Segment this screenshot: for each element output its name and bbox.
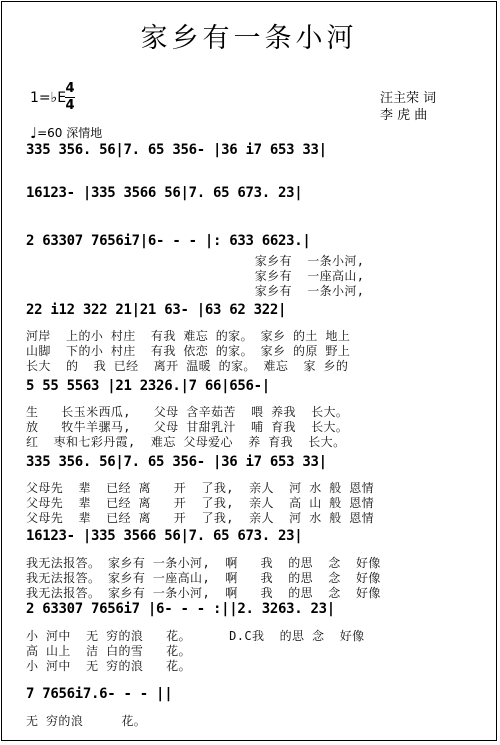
quarter-note-icon: ♩ [30, 124, 38, 142]
lyric-line: 山脚 下的小 村庄 有我 依恋 的家。 家乡 的原 野上 [26, 344, 351, 358]
key-signature: 1=♭E [30, 90, 67, 106]
tempo-marking [30, 124, 102, 142]
lyric-line: 父母先 辈 已经 离 开 了我, 亲人 高 山 般 恩情 [26, 496, 375, 510]
notation-line: 2 63307 7656i7 |6- - - :||2. 3263. 23| [26, 601, 335, 617]
tempo-value: =60 [37, 126, 63, 140]
lyricist-credit: 汪主荣 词 [380, 91, 437, 106]
notation-line: 16123- |335 3566 56|7. 65 673. 23| [26, 528, 303, 544]
lyric-line: 红 枣和七彩丹霞, 难忘 父母爱心 养 育我 长大。 [26, 435, 346, 449]
notation-line: 2 63307 7656i7|6- - - |: 633 6623.| [26, 233, 311, 249]
lyric-line: 家乡有 一条小河, [26, 284, 365, 298]
lyric-line: 长大 的 我 已经 离开 温暖 的家。 难忘 家 乡的 [26, 359, 349, 373]
notation-line: 335 356. 56|7. 65 356- |36 i7 653 33| [26, 454, 327, 470]
notation-line: 22 i12 322 21|21 63- |63 62 322| [26, 302, 287, 318]
lyric-line: 我无法报答。 家乡有 一条小河, 啊 我 的思 念 好像 [26, 586, 381, 600]
composer-credit: 李 虎 曲 [380, 108, 428, 123]
lyric-line: 我无法报答。 家乡有 一座高山, 啊 我 的思 念 好像 [26, 571, 381, 585]
lyric-line: 无 穷的浪 花。 [26, 714, 147, 728]
notation-line: 16123- |335 3566 56|7. 65 673. 23| [26, 185, 303, 201]
time-signature-top: 4 [65, 81, 75, 96]
expression-mark: 深情地 [66, 126, 103, 140]
lyric-line: 河岸 上的小 村庄 有我 难忘 的家。 家乡 的土 地上 [26, 329, 351, 343]
lyric-line: 放 牧牛羊骡马, 父母 甘甜乳汁 哺 育我 长大。 [26, 420, 349, 434]
time-signature-bottom: 4 [65, 98, 75, 113]
lyric-line: 父母先 辈 已经 离 开 了我, 亲人 河 水 般 恩情 [26, 481, 375, 495]
lyric-line: 我无法报答。 家乡有 一条小河, 啊 我 的思 念 好像 [26, 556, 381, 570]
notation-line: 7 7656i7.6- - - || [26, 686, 173, 702]
score-page [1, 1, 497, 741]
lyric-line: 生 长玉米西瓜, 父母 含辛茹苦 喂 养我 长大。 [26, 405, 349, 419]
lyric-line: 父母先 辈 已经 离 开 了我, 亲人 河 水 般 恩情 [26, 511, 375, 525]
notation-line: 5 55 5563 |21 2326.|7 66|656-| [26, 378, 270, 394]
lyric-line: 家乡有 一条小河, [26, 254, 365, 268]
lyric-line: 高 山上 洁 白的雪 花。 [26, 644, 191, 658]
notation-line: 335 356. 56|7. 65 356- |36 i7 653 33| [26, 142, 327, 158]
time-signature [65, 82, 75, 113]
lyric-line: 家乡有 一座高山, [26, 269, 365, 283]
credits [380, 90, 436, 124]
lyric-line: 小 河中 无 穷的浪 花。 D.C我 的思 念 好像 [26, 629, 365, 643]
lyric-line: 小 河中 无 穷的浪 花。 [26, 659, 191, 673]
page-title: 家乡有一条小河 [140, 23, 358, 54]
